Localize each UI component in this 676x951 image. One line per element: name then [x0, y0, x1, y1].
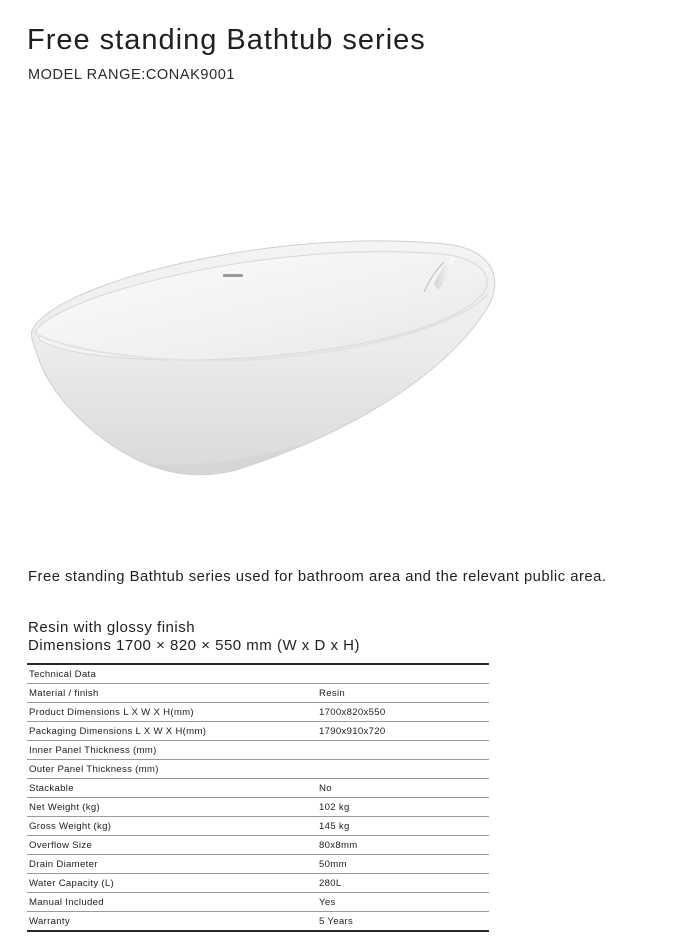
table-row	[27, 779, 489, 798]
spec-label: Inner Panel Thickness (mm)	[27, 741, 317, 760]
spec-label: Overflow Size	[27, 836, 317, 855]
bathtub-image	[26, 232, 506, 482]
table-row	[27, 741, 489, 760]
table-row	[27, 817, 489, 836]
spec-value: 50mm	[317, 855, 489, 874]
spec-value: 102 kg	[317, 798, 489, 817]
table-row	[27, 703, 489, 722]
spec-label: Manual Included	[27, 893, 317, 912]
spec-value: No	[317, 779, 489, 798]
table-row	[27, 798, 489, 817]
spec-label: Water Capacity (L)	[27, 874, 317, 893]
spec-label: Packaging Dimensions L X W X H(mm)	[27, 722, 317, 741]
table-row	[27, 855, 489, 874]
spec-value: 80x8mm	[317, 836, 489, 855]
overflow-slot	[223, 274, 243, 277]
spec-value: Yes	[317, 893, 489, 912]
table-row	[27, 912, 489, 932]
finish-text: Resin with glossy finish	[28, 619, 196, 636]
model-range: MODEL RANGE:CONAK9001	[28, 67, 236, 83]
spec-label: Warranty	[29, 915, 70, 927]
table-row	[27, 893, 489, 912]
spec-value: Resin	[317, 684, 489, 703]
table-row	[27, 722, 489, 741]
spec-value: 1700x820x550	[317, 703, 489, 722]
table-row	[27, 874, 489, 893]
spec-value: 145 kg	[317, 817, 489, 836]
page-title: Free standing Bathtub series	[27, 24, 426, 56]
technical-data-table	[27, 663, 489, 932]
table-row	[27, 836, 489, 855]
product-description: Free standing Bathtub series used for bathroom area and the relevant public area.	[28, 569, 607, 585]
spec-label: Stackable	[27, 779, 317, 798]
table-header-row	[27, 664, 489, 684]
spec-value: 1790x910x720	[317, 722, 489, 741]
table-row	[27, 760, 489, 779]
spec-label: Material / finish	[27, 684, 317, 703]
table-row	[27, 684, 489, 703]
spec-value: 5 Years	[319, 915, 354, 927]
spec-label: Net Weight (kg)	[27, 798, 317, 817]
spec-label: Drain Diameter	[27, 855, 317, 874]
spec-label: Gross Weight (kg)	[27, 817, 317, 836]
spec-value: 280L	[317, 874, 489, 893]
dimensions-text: Dimensions 1700 × 820 × 550 mm (W x D x H)	[28, 637, 360, 654]
technical-data-heading: Technical Data	[27, 664, 489, 684]
spec-value	[317, 741, 489, 760]
spec-label: Outer Panel Thickness (mm)	[27, 760, 317, 779]
spec-value	[317, 760, 489, 779]
spec-label: Product Dimensions L X W X H(mm)	[27, 703, 317, 722]
